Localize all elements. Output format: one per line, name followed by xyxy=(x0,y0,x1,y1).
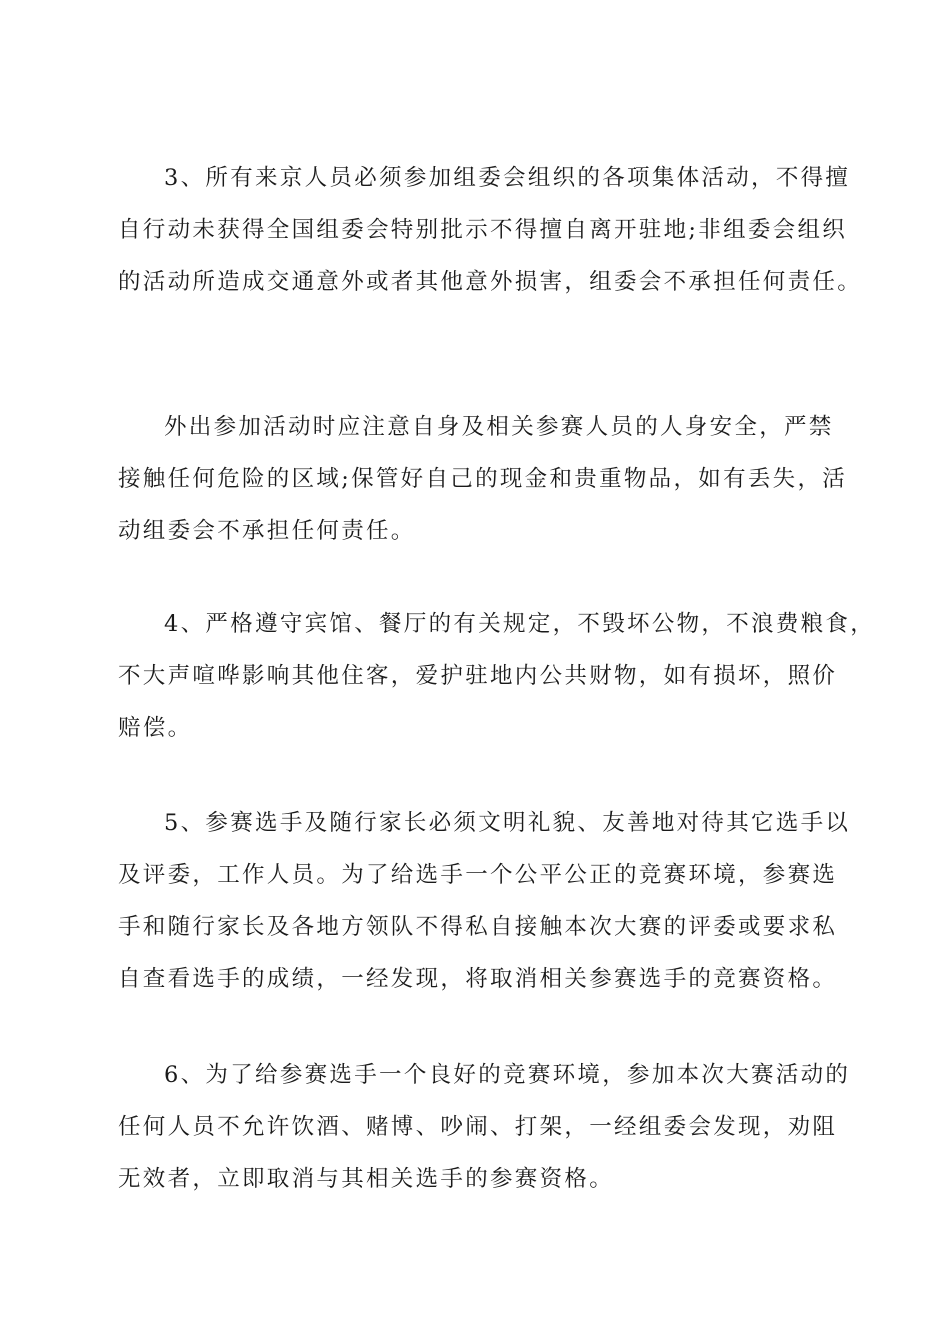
paragraph-line: 5、参赛选手及随行家长必须文明礼貌、友善地对待其它选手以 xyxy=(164,810,851,836)
paragraph-line: 及评委，工作人员。为了给选手一个公平公正的竞赛环境，参赛选 xyxy=(118,862,838,888)
paragraph-line: 3、所有来京人员必须参加组委会组织的各项集体活动，不得擅 xyxy=(164,165,851,191)
paragraph-line: 赔偿。 xyxy=(118,715,193,741)
paragraph-line: 6、为了给参赛选手一个良好的竞赛环境，参加本次大赛活动的 xyxy=(164,1062,851,1088)
paragraph-rule-6 xyxy=(118,1049,851,1205)
paragraph-rule-3 xyxy=(118,152,863,308)
paragraph-line: 动组委会不承担任何责任。 xyxy=(118,518,416,544)
paragraph-line: 无效者，立即取消与其相关选手的参赛资格。 xyxy=(118,1166,615,1192)
paragraph-line: 的活动所造成交通意外或者其他意外损害，组委会不承担任何责任。 xyxy=(118,269,863,295)
paragraph-line: 自行动未获得全国组委会特别批示不得擅自离开驻地;非组委会组织 xyxy=(118,217,848,243)
paragraph-rule-4 xyxy=(118,598,876,754)
paragraph-line: 4、严格遵守宾馆、餐厅的有关规定，不毁坏公物，不浪费粮食， xyxy=(164,611,876,637)
paragraph-line: 不大声喧哗影响其他住客，爱护驻地内公共财物，如有损坏，照价 xyxy=(118,663,838,689)
paragraph-rule-5 xyxy=(118,797,851,1005)
paragraph-line: 自查看选手的成绩，一经发现，将取消相关参赛选手的竞赛资格。 xyxy=(118,966,838,992)
paragraph-line: 外出参加活动时应注意自身及相关参赛人员的人身安全，严禁 xyxy=(164,414,834,440)
paragraph-line: 任何人员不允许饮酒、赌博、吵闹、打架，一经组委会发现，劝阻 xyxy=(118,1114,838,1140)
paragraph-line: 手和随行家长及各地方领队不得私自接触本次大赛的评委或要求私 xyxy=(118,914,838,940)
paragraph-line: 接触任何危险的区域;保管好自己的现金和贵重物品，如有丢失，活 xyxy=(118,466,848,492)
paragraph-safety xyxy=(118,401,848,557)
